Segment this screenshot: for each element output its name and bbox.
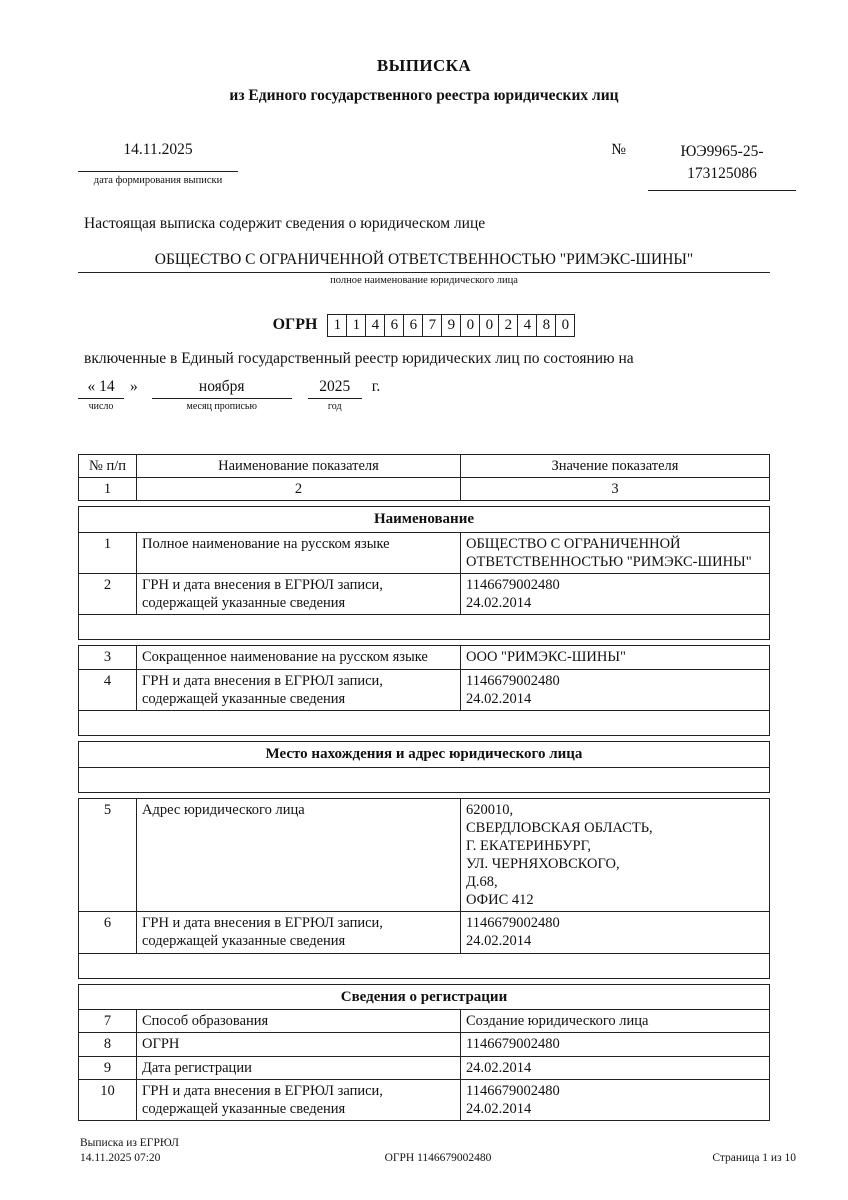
indicator-value-cell (461, 799, 769, 912)
ogrn-row (0, 314, 848, 337)
formation-date-caption: дата формирования выписки (93, 175, 223, 186)
indicator-value-line: Создание юридического лица (466, 1013, 649, 1030)
table-row (79, 573, 769, 614)
page-footer (80, 1136, 796, 1166)
spacer-cell (79, 711, 769, 735)
indicator-value-line: 1146679002480 (466, 1082, 560, 1099)
table-row (79, 669, 769, 710)
year-caption: год (327, 400, 342, 412)
document-subtitle: из Единого государственного реестра юридических лиц (229, 87, 619, 104)
company-name-block (78, 251, 770, 273)
indicator-name-cell: Дата регистрации (137, 1057, 461, 1079)
as-of-year-segment (308, 378, 362, 412)
number-sign: № (611, 141, 626, 158)
indicator-value-header: 3 (611, 481, 619, 498)
ogrn-digit-box: 6 (403, 314, 423, 337)
indicator-name-cell: ГРН и дата внесения в ЕГРЮЛ записи, содержащей указанные сведения (137, 1080, 461, 1120)
indicators-table (78, 454, 770, 1121)
year-suffix: г. (371, 377, 381, 395)
ogrn-digit-box: 9 (441, 314, 461, 337)
indicator-name-cell: Сокращенное наименование на русском языке (137, 646, 461, 668)
indicator-name-cell: ГРН и дата внесения в ЕГРЮЛ записи, содержащей указанные сведения (137, 912, 461, 952)
section-header-row (79, 507, 769, 532)
company-name-caption: полное наименование юридического лица (330, 274, 518, 286)
ogrn-digit-box: 0 (479, 314, 499, 337)
indicator-value-line: 620010, (466, 801, 514, 818)
document-title: ВЫПИСКА (376, 56, 472, 75)
row-number-header: 1 (79, 478, 137, 500)
section-title: Сведения о регистрации (340, 988, 508, 1005)
spacer-row (79, 953, 769, 978)
row-number-cell: 9 (79, 1057, 137, 1079)
ogrn-digit-box: 6 (384, 314, 404, 337)
footer-datetime: 14.11.2025 07:20 (80, 1151, 161, 1164)
quote-open: « (87, 377, 96, 395)
indicator-value-line: 24.02.2014 (466, 1100, 532, 1117)
spacer-cell (79, 768, 769, 792)
company-name: ОБЩЕСТВО С ОГРАНИЧЕННОЙ ОТВЕТСТВЕННОСТЬЮ "РИМЭКС-ШИНЫ" (154, 250, 694, 268)
as-of-day-segment (78, 378, 124, 412)
spacer-cell (79, 954, 769, 978)
indicator-value-cell (461, 533, 769, 573)
indicator-value-cell (461, 574, 769, 614)
table-block (78, 645, 770, 735)
as-of-day-value (78, 378, 124, 399)
month-caption: месяц прописью (186, 400, 257, 412)
indicator-name-cell: ОГРН (137, 1033, 461, 1055)
indicator-value-cell (461, 1057, 769, 1079)
indicator-value-line: СВЕРДЛОВСКАЯ ОБЛАСТЬ, (466, 819, 653, 836)
indicator-name-cell: Полное наименование на русском языке (137, 533, 461, 573)
document-number-block (611, 141, 796, 191)
row-number-cell: 10 (79, 1080, 137, 1120)
indicator-name-header: Наименование показателя (137, 455, 461, 477)
intro-text: Настоящая выписка содержит сведения о юридическом лице (84, 214, 486, 232)
indicator-value-line: Г. ЕКАТЕРИНБУРГ, (466, 837, 591, 854)
ogrn-digit-box: 2 (498, 314, 518, 337)
footer-left (80, 1136, 300, 1166)
row-number-cell: 7 (79, 1010, 137, 1032)
ogrn-digit-box: 0 (555, 314, 575, 337)
indicator-value-line: 1146679002480 (466, 672, 560, 689)
row-number-cell: 5 (79, 799, 137, 912)
document-number-line1: ЮЭ9965-25- (680, 143, 764, 160)
section-header-row (79, 742, 769, 767)
indicator-value-cell (461, 912, 769, 952)
document-number-line2: 173125086 (687, 165, 757, 183)
section-header-row (79, 985, 769, 1010)
indicator-name-header: 2 (137, 478, 461, 500)
as-of-date-row (78, 378, 848, 412)
indicator-value-cell (461, 1080, 769, 1120)
indicator-name-cell: Способ образования (137, 1010, 461, 1032)
formation-date-value: 14.11.2025 (78, 141, 238, 172)
as-of-day: 14 (99, 377, 115, 395)
day-caption: число (88, 400, 114, 412)
indicator-value-line: УЛ. ЧЕРНЯХОВСКОГО, (466, 855, 620, 872)
spacer-row (79, 710, 769, 735)
row-number-cell: 3 (79, 646, 137, 668)
indicator-value-line: 1146679002480 (466, 915, 560, 932)
ogrn-digit-box: 4 (365, 314, 385, 337)
indicator-name-cell: ГРН и дата внесения в ЕГРЮЛ записи, содержащей указанные сведения (137, 574, 461, 614)
footer-page-number: Страница 1 из 10 (712, 1151, 796, 1164)
indicator-value-line: ООО "РИМЭКС-ШИНЫ" (466, 649, 626, 666)
ogrn-digit-box: 1 (327, 314, 347, 337)
table-row (79, 646, 769, 668)
meta-row (78, 141, 796, 191)
table-row (79, 1032, 769, 1055)
indicator-value-line: 24.02.2014 (466, 933, 532, 950)
table-row (79, 1009, 769, 1032)
table-block (78, 506, 770, 640)
indicator-value-cell (461, 646, 769, 668)
spacer-row (79, 614, 769, 639)
row-number-cell: 1 (79, 533, 137, 573)
footer-doc-type: Выписка из ЕГРЮЛ (80, 1137, 179, 1149)
indicator-value-header: Значение показателя (551, 457, 679, 474)
indicator-value-cell (461, 670, 769, 710)
as-of-year: 2025 (308, 378, 362, 399)
indicator-value-line: 1146679002480 (466, 577, 560, 594)
row-number-header: № п/п (79, 455, 137, 477)
indicator-value-line: 1146679002480 (466, 1036, 560, 1053)
table-block (78, 741, 770, 793)
indicator-name-cell: Адрес юридического лица (137, 799, 461, 912)
as-of-month: ноября (152, 378, 292, 399)
footer-ogrn: ОГРН 1146679002480 (384, 1151, 492, 1164)
formation-date-block (78, 141, 238, 191)
indicator-value-cell (461, 1010, 769, 1032)
row-number-cell: 6 (79, 912, 137, 952)
table-header-row (79, 455, 769, 477)
ogrn-label: ОГРН (272, 316, 318, 334)
indicator-value-line: 24.02.2014 (466, 1059, 532, 1076)
spacer-cell (79, 615, 769, 639)
ogrn-digit-box: 0 (460, 314, 480, 337)
section-title: Наименование (374, 511, 474, 528)
ogrn-digit-box: 7 (422, 314, 442, 337)
row-number-cell: 4 (79, 670, 137, 710)
indicator-value-line: 24.02.2014 (466, 690, 532, 707)
ogrn-digit-boxes (327, 314, 575, 337)
ogrn-digit-box: 4 (517, 314, 537, 337)
table-block (78, 454, 770, 501)
table-block (78, 984, 770, 1121)
as-of-month-segment (152, 378, 292, 412)
table-row (79, 799, 769, 912)
indicator-value-cell (461, 1033, 769, 1055)
included-text: включенные в Единый государственный реестр юридических лиц по состоянию на (84, 349, 634, 367)
indicator-name-cell: ГРН и дата внесения в ЕГРЮЛ записи, содержащей указанные сведения (137, 670, 461, 710)
indicator-value-line: ОБЩЕСТВО С ОГРАНИЧЕННОЙ ОТВЕТСТВЕННОСТЬЮ "РИМЭКС-ШИНЫ" (466, 535, 752, 571)
section-title: Место нахождения и адрес юридического лица (265, 745, 583, 762)
indicator-value-line: 24.02.2014 (466, 595, 532, 612)
table-row (79, 1079, 769, 1120)
ogrn-digit-box: 8 (536, 314, 556, 337)
table-block (78, 798, 770, 979)
spacer-row (79, 767, 769, 792)
ogrn-digit-box: 1 (346, 314, 366, 337)
quote-close: » (130, 377, 138, 395)
indicator-value-line: ОФИС 412 (466, 892, 534, 909)
table-header-row (79, 477, 769, 500)
document-number-value (648, 141, 796, 191)
indicator-value-line: Д.68, (466, 874, 498, 891)
row-number-cell: 2 (79, 574, 137, 614)
table-row (79, 532, 769, 573)
table-row (79, 1056, 769, 1079)
table-row (79, 911, 769, 952)
row-number-cell: 8 (79, 1033, 137, 1055)
